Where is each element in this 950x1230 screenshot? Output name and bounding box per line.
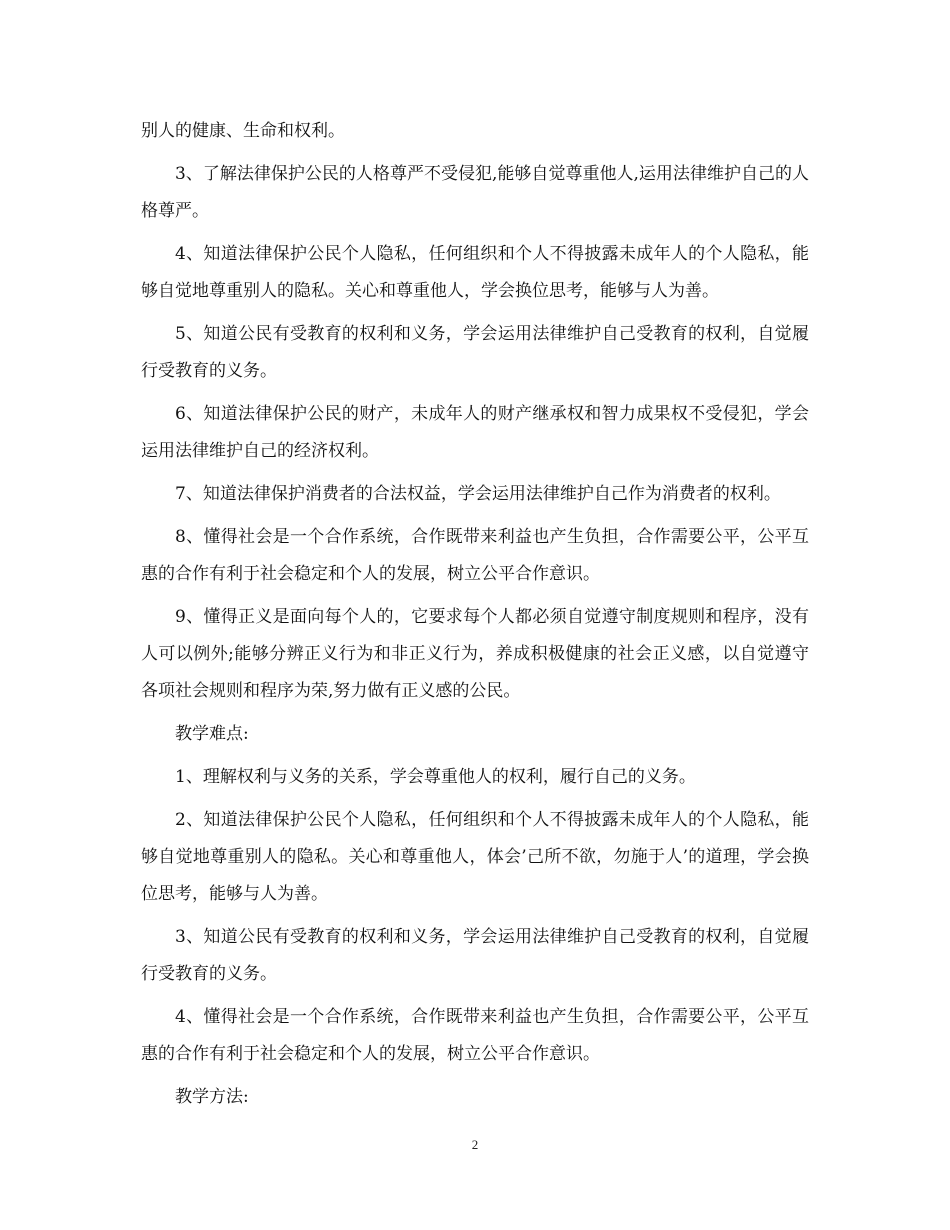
paragraph: 9、懂得正义是面向每个人的，它要求每个人都必须自觉遵守制度规则和程序，没有人可以例外;能够分辨正义行为和非正义行为，养成积极健康的社会正义感，以自觉遵守各项社会规则和程序为荣,努力做有正义感的公民。 [141,607,809,701]
paragraph: 3、了解法律保护公民的人格尊严不受侵犯,能够自觉尊重他人,运用法律维护自己的人格尊严。 [141,164,809,221]
paragraph: 5、知道公民有受教育的权利和义务，学会运用法律维护自己受教育的权利，自觉履行受教育的义务。 [141,324,809,381]
document-body [141,113,809,1122]
paragraph: 别人的健康、生命和权利。 [141,121,345,141]
paragraph: 2、知道法律保护公民个人隐私，任何组织和个人不得披露未成年人的个人隐私，能够自觉地尊重别人的隐私。关心和尊重他人，体会’己所不欲，勿施于人’的道理，学会换位思考，能够与人为善。 [141,810,809,904]
paragraph: 7、知道法律保护消费者的合法权益，学会运用法律维护自己作为消费者的权利。 [175,484,781,504]
paragraph: 4、懂得社会是一个合作系统，合作既带来利益也产生负担，合作需要公平，公平互惠的合作有利于社会稳定和个人的发展，树立公平合作意识。 [141,1007,809,1064]
section-heading: 教学难点: [175,724,249,744]
page-number: 2 [471,1137,479,1152]
paragraph: 4、知道法律保护公民个人隐私，任何组织和个人不得披露未成年人的个人隐私，能够自觉地尊重别人的隐私。关心和尊重他人，学会换位思考，能够与人为善。 [141,244,809,301]
paragraph: 8、懂得社会是一个合作系统，合作既带来利益也产生负担，合作需要公平，公平互惠的合作有利于社会稳定和个人的发展，树立公平合作意识。 [141,527,809,584]
paragraph: 3、知道公民有受教育的权利和义务，学会运用法律维护自己受教育的权利，自觉履行受教育的义务。 [141,927,809,984]
paragraph: 1、理解权利与义务的关系，学会尊重他人的权利，履行自己的义务。 [175,767,696,787]
paragraph: 6、知道法律保护公民的财产，未成年人的财产继承权和智力成果权不受侵犯，学会运用法律维护自己的经济权利。 [141,404,809,461]
section-heading: 教学方法: [175,1087,249,1107]
